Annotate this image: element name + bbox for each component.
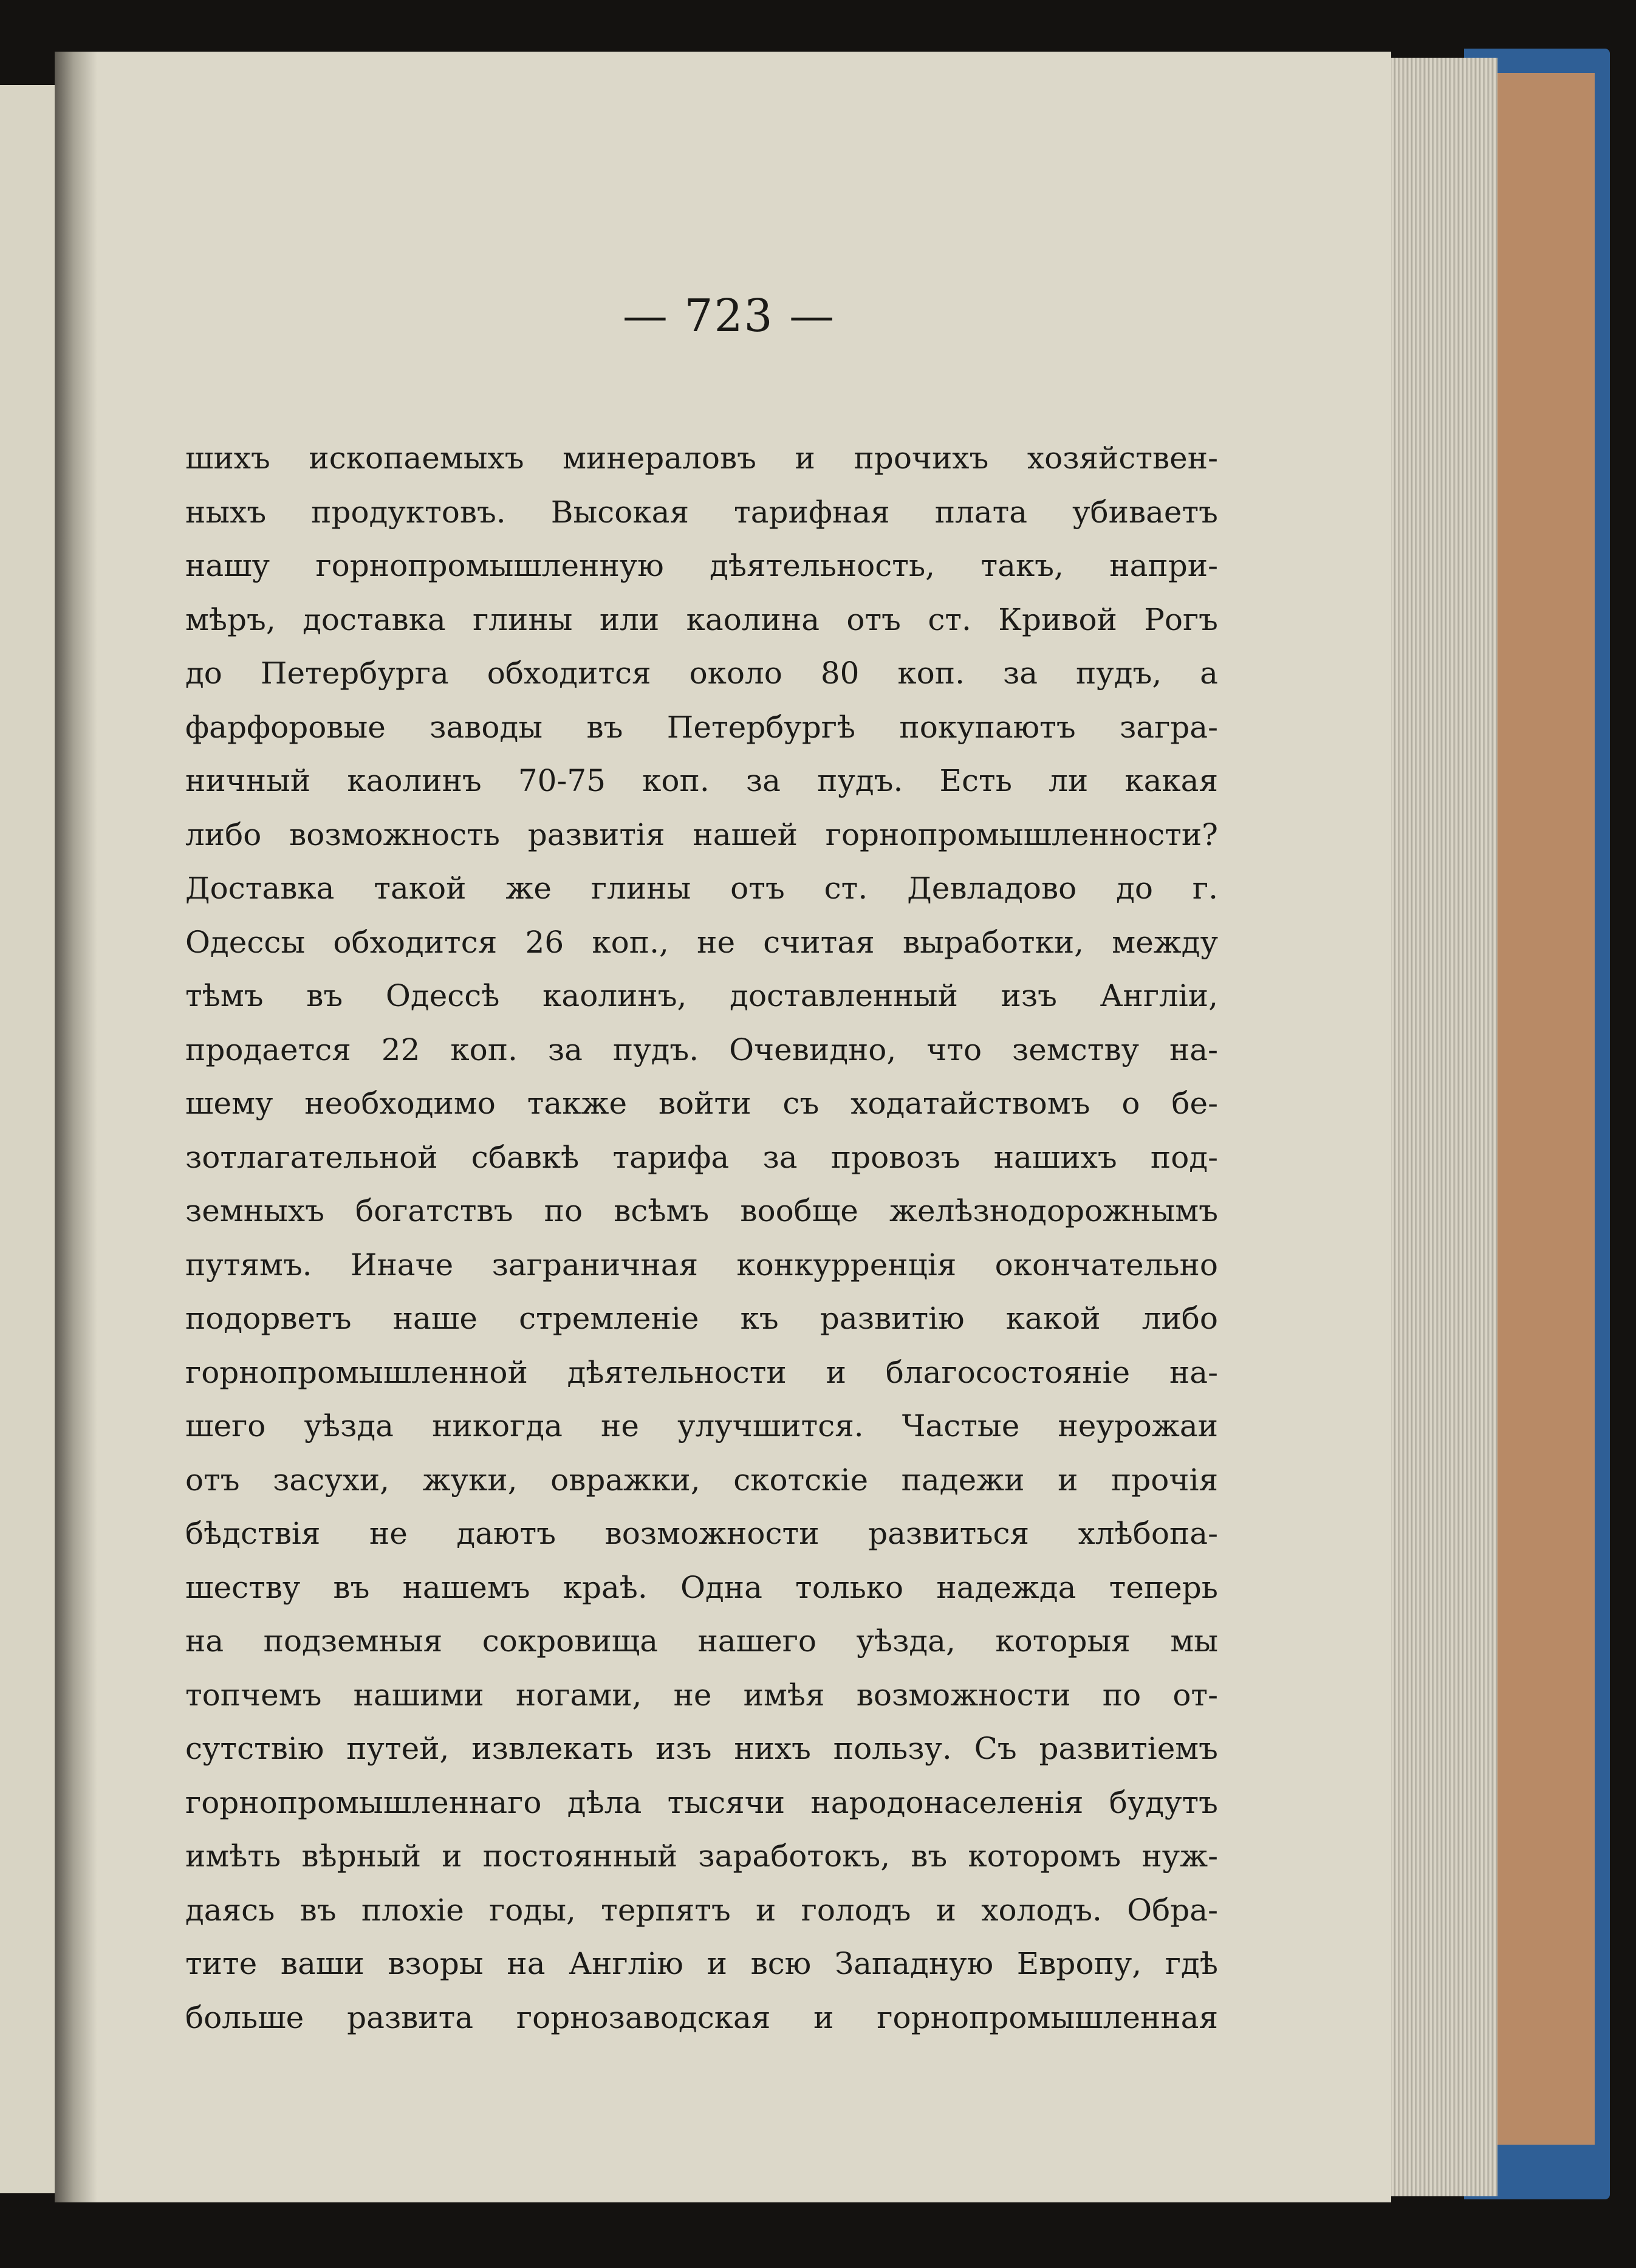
- text-line: шихъ ископаемыхъ минераловъ и прочихъ хозяйствен-: [185, 440, 1218, 476]
- text-line: продается 22 коп. за пудъ. Очевидно, что земству на-: [185, 1032, 1218, 1067]
- text-line: на подземныя сокровища нашего уѣзда, которыя мы: [185, 1623, 1218, 1659]
- text-line: до Петербурга обходится около 80 коп. за пудъ, а: [185, 656, 1218, 691]
- text-line: топчемъ нашими ногами, не имѣя возможности по от-: [185, 1677, 1218, 1713]
- text-line: горнопромышленнаго дѣла тысячи народонаселенія будутъ: [185, 1784, 1218, 1820]
- text-line: ничный каолинъ 70-75 коп. за пудъ. Есть ли какая: [185, 763, 1218, 798]
- text-line: даясь въ плохіе годы, терпятъ и голодъ и холодъ. Обра-: [185, 1892, 1218, 1928]
- text-line: шего уѣзда никогда не улучшится. Частые неурожаи: [185, 1408, 1218, 1444]
- text-line: горнопромышленной дѣятельности и благосостояніе на-: [185, 1354, 1218, 1390]
- text-line: имѣть вѣрный и постоянный заработокъ, въ которомъ нуж-: [185, 1838, 1218, 1874]
- text-line: нашу горнопромышленную дѣятельность, такъ, напри-: [185, 548, 1218, 583]
- text-line: путямъ. Иначе заграничная конкурренція окончательно: [185, 1247, 1218, 1283]
- book-page: [67, 52, 1391, 2202]
- text-line: сутствію путей, извлекать изъ нихъ пользу. Съ развитіемъ: [185, 1731, 1218, 1766]
- text-line: шему необходимо также войти съ ходатайствомъ о бе-: [185, 1086, 1218, 1121]
- book-gutter-shadow: [55, 52, 97, 2202]
- book-cover-board: [1482, 73, 1595, 2145]
- text-line: ныхъ продуктовъ. Высокая тарифная плата убиваетъ: [185, 494, 1218, 530]
- text-line: фарфоровые заводы въ Петербургѣ покупаютъ загра-: [185, 709, 1218, 745]
- text-line: земныхъ богатствъ по всѣмъ вообще желѣзнодорожнымъ: [185, 1193, 1218, 1228]
- text-line: либо возможность развитія нашей горнопромышленности?: [185, 817, 1218, 852]
- text-line: тѣмъ въ Одессѣ каолинъ, доставленный изъ Англіи,: [185, 978, 1218, 1013]
- text-line: Одессы обходится 26 коп., не считая выработки, между: [185, 924, 1218, 960]
- text-line: Доставка такой же глины отъ ст. Девладово до г.: [185, 871, 1218, 906]
- text-line: подорветъ наше стремленіе къ развитію какой либо: [185, 1301, 1218, 1336]
- text-line: мѣръ, доставка глины или каолина отъ ст. Кривой Рогъ: [185, 601, 1218, 637]
- page-body-text: [185, 431, 1218, 2044]
- page-stack-edges: [1379, 58, 1497, 2196]
- page-number: — 723 —: [622, 290, 836, 342]
- text-line: больше развита горнозаводская и горнопромышленная: [185, 1999, 1218, 2035]
- text-line: отъ засухи, жуки, овражки, скотскіе падежи и прочія: [185, 1462, 1218, 1498]
- text-line: тите ваши взоры на Англію и всю Западную Европу, гдѣ: [185, 1946, 1218, 1981]
- text-line: шеству въ нашемъ краѣ. Одна только надежда теперь: [185, 1569, 1218, 1605]
- text-line: зотлагательной сбавкѣ тарифа за провозъ нашихъ под-: [185, 1139, 1218, 1175]
- text-line: бѣдствія не даютъ возможности развиться хлѣбопа-: [185, 1516, 1218, 1551]
